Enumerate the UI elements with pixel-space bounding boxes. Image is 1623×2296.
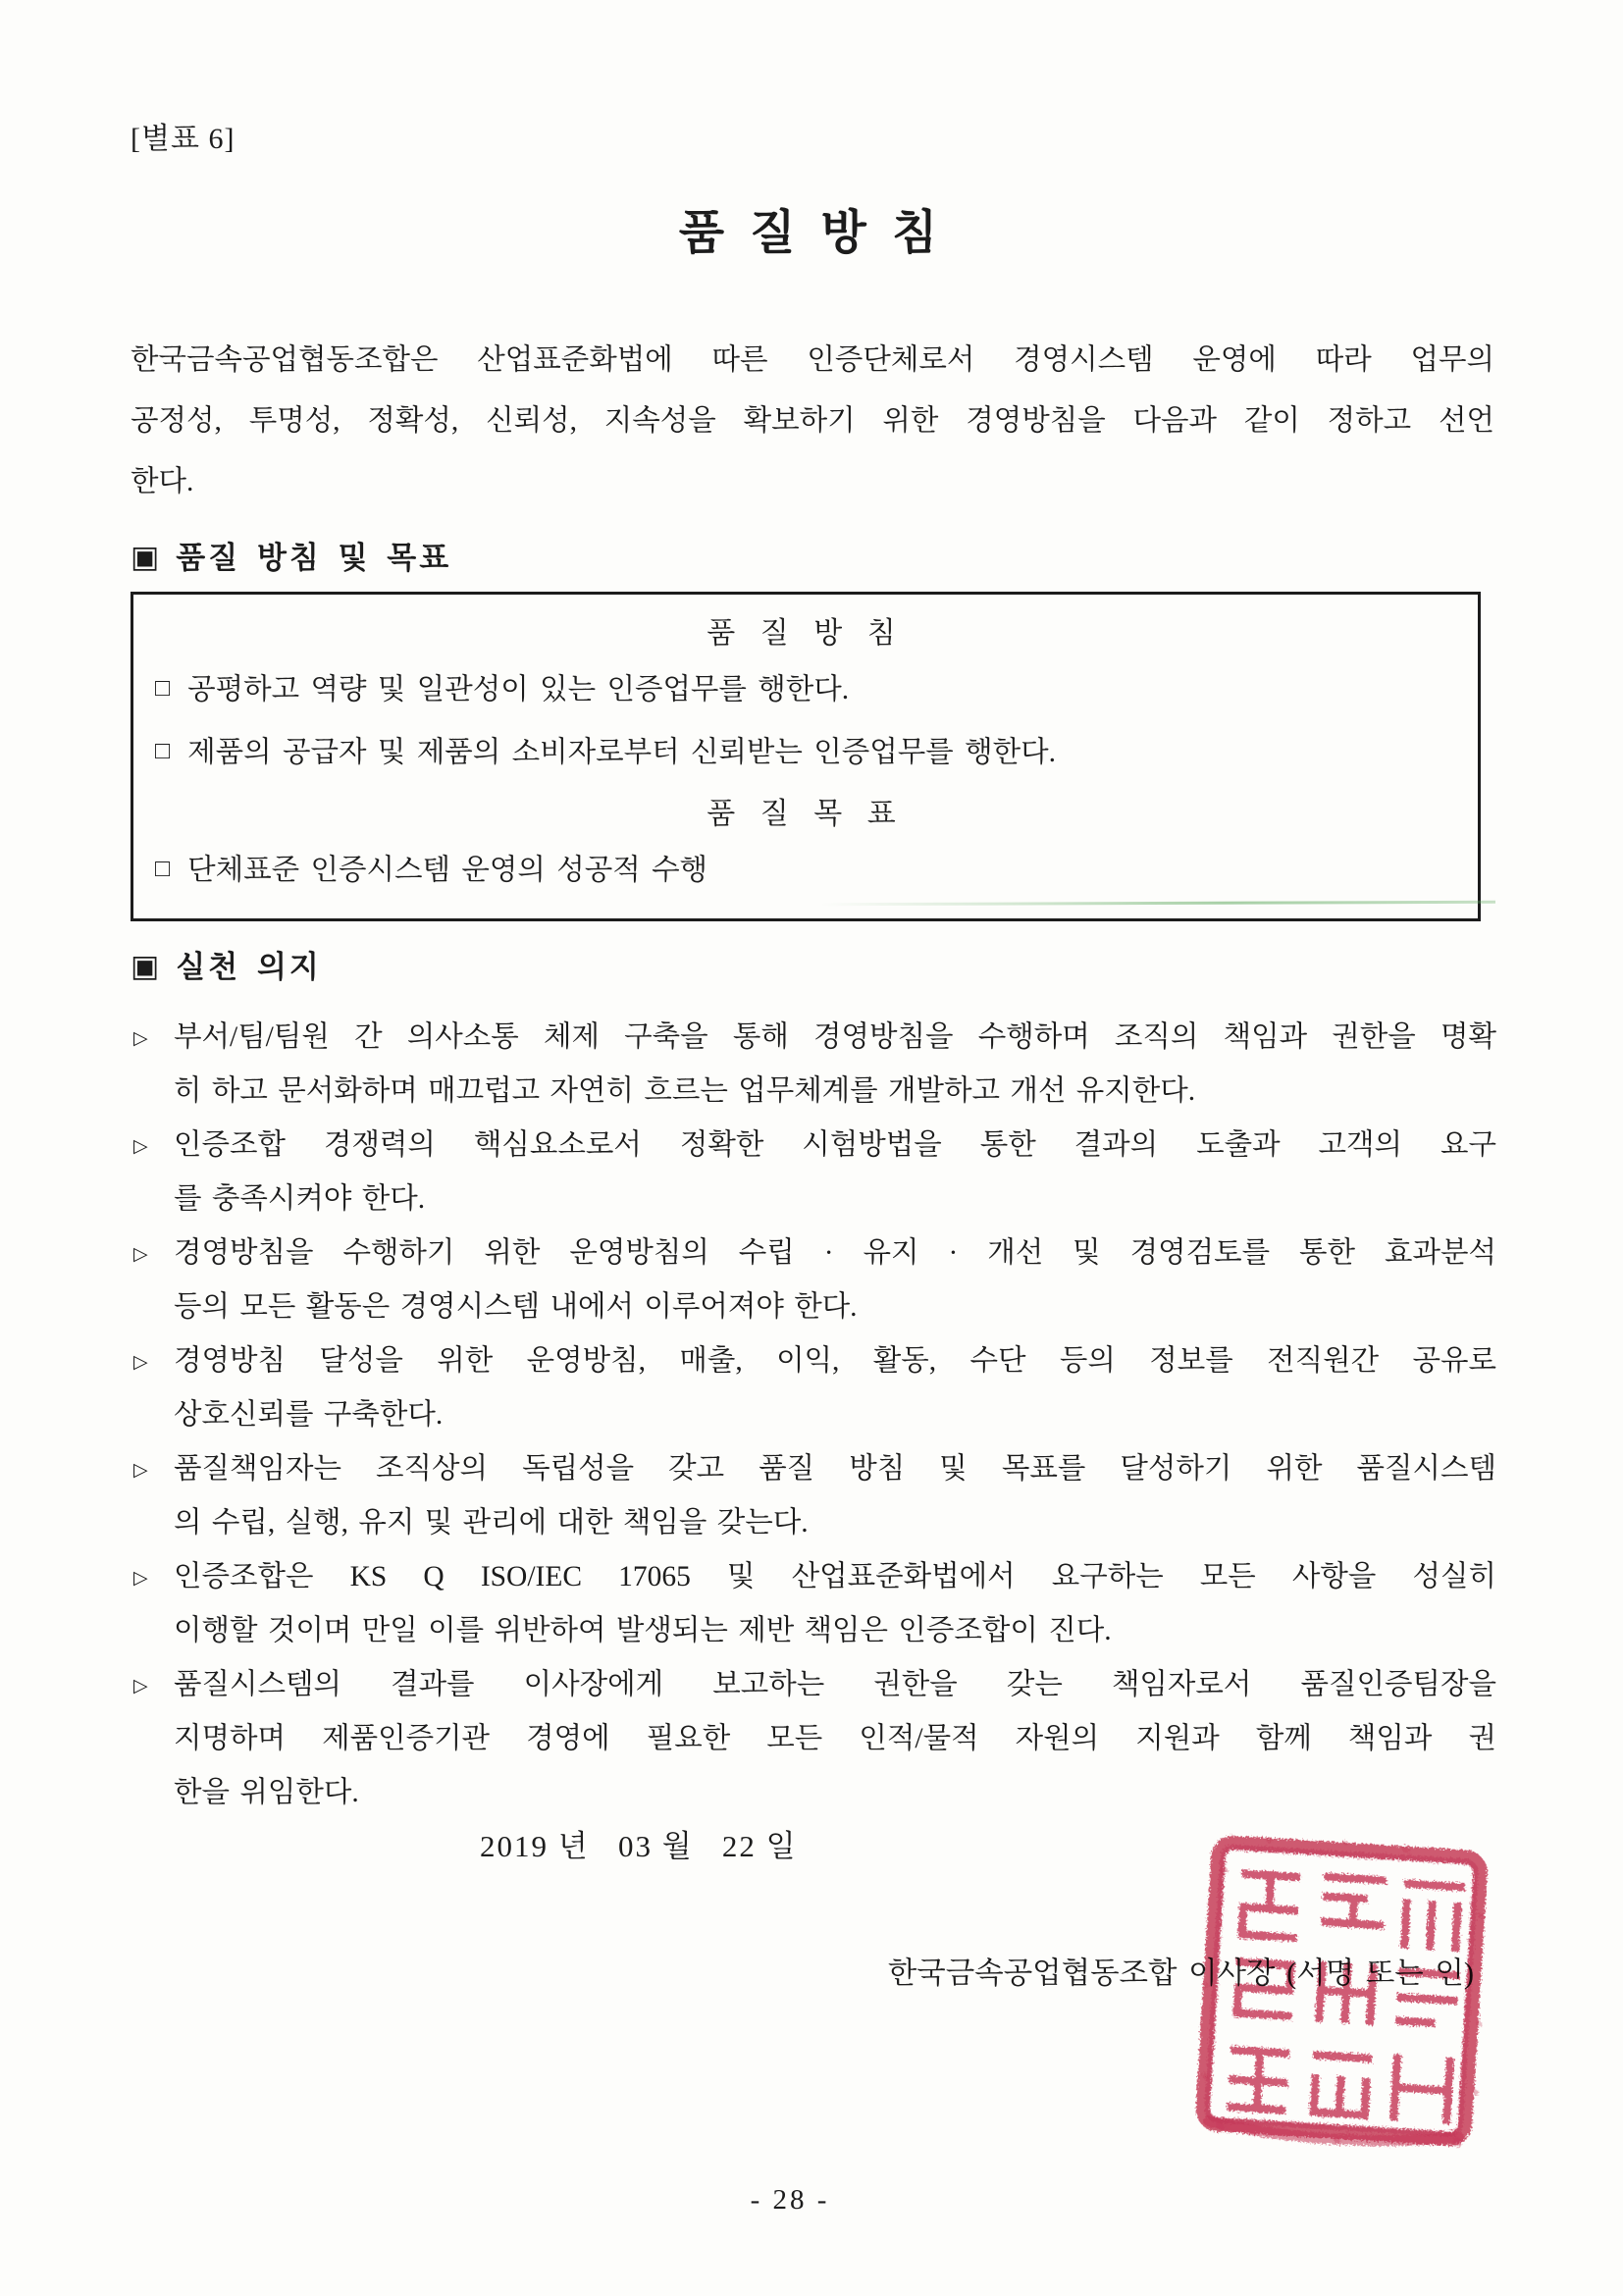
commitment-line: 품질시스템의 결과를 이사장에게 보고하는 권한을 갖는 책임자로서 품질인증팀장을 [174, 1669, 1496, 1700]
commitment-item [131, 1226, 1496, 1334]
signature-date: 2019 년 03 월 22 일 [480, 1829, 798, 1863]
triangle-bullet-icon: ▷ [133, 1352, 148, 1373]
page-number: - 28 - [750, 2184, 830, 2216]
commitment-item [131, 1119, 1496, 1226]
objective-item-text: 단체표준 인증시스템 운영의 성공적 수행 [187, 855, 708, 886]
policy-section-heading [131, 533, 451, 577]
triangle-bullet-icon: ▷ [133, 1568, 148, 1589]
policy-item [155, 722, 1456, 785]
commitment-line: 이행할 것이며 만일 이를 위반하여 발생되는 제반 책임은 인증조합이 진다. [174, 1615, 1112, 1646]
commitment-line: 인증조합은 KS Q ISO/IEC 17065 및 산업표준화법에서 요구하는 모든 사항을 성실히 [174, 1561, 1496, 1592]
commitment-heading-label: 실천 의지 [176, 950, 322, 984]
commitment-line: 를 충족시켜야 한다. [174, 1183, 426, 1215]
commitment-section-heading [131, 942, 322, 986]
commitment-line: 히 하고 문서화하며 매끄럽고 자연히 흐르는 업무체계를 개발하고 개선 유지한다. [174, 1075, 1196, 1107]
triangle-bullet-icon: ▷ [133, 1460, 148, 1481]
objective-item [155, 840, 1456, 903]
triangle-bullet-icon: ▷ [133, 1676, 148, 1696]
triangle-bullet-icon: ▷ [133, 1136, 148, 1157]
policy-heading-label: 품질 방침 및 목표 [176, 541, 452, 575]
commitment-item [131, 1334, 1496, 1442]
corporate-seal-stamp [1190, 1828, 1495, 2157]
intro-paragraph [131, 330, 1494, 512]
annex-label: [별표 6] [131, 123, 236, 155]
checkbox-square-icon: □ [155, 738, 171, 764]
policy-item-text: 공평하고 역량 및 일관성이 있는 인증업무를 행한다. [187, 674, 850, 705]
intro-line: 한다. [131, 466, 194, 497]
page-title: 품 질 방 침 [678, 207, 945, 259]
commitment-line: 경영방침을 수행하기 위한 운영방침의 수립 · 유지 · 개선 및 경영검토를 통한 효과분석 [174, 1237, 1496, 1269]
commitment-item [131, 1550, 1496, 1658]
commitment-item [131, 1442, 1496, 1550]
commitment-line: 품질책임자는 조직상의 독립성을 갖고 품질 방침 및 목표를 달성하기 위한 품질시스템 [174, 1453, 1496, 1485]
commitment-line: 등의 모든 활동은 경영시스템 내에서 이루어져야 한다. [174, 1291, 858, 1323]
commitment-line: 지명하며 제품인증기관 경영에 필요한 모든 인적/물적 자원의 지원과 함께 책임과 권 [174, 1723, 1496, 1754]
intro-line: 한국금속공업협동조합은 산업표준화법에 따른 인증단체로서 경영시스템 운영에 따라 업무의 [131, 344, 1494, 376]
commitment-item [131, 1658, 1496, 1820]
commitment-line: 의 수립, 실행, 유지 및 관리에 대한 책임을 갖는다. [174, 1507, 809, 1539]
checkbox-square-icon: □ [155, 675, 171, 702]
triangle-bullet-icon: ▷ [133, 1244, 148, 1265]
square-bullet-icon: ▣ [131, 949, 163, 983]
commitment-line: 부서/팀/팀원 간 의사소통 체제 구축을 통해 경영방침을 수행하며 조직의 책임과 권한을 명확 [174, 1021, 1496, 1053]
box-policy-title: 품 질 방 침 [707, 617, 905, 650]
box-objective-title: 품 질 목 표 [707, 798, 905, 830]
quality-policy-box [131, 592, 1481, 921]
intro-line: 공정성, 투명성, 정확성, 신뢰성, 지속성을 확보하기 위한 경영방침을 다음과 같이 정하고 선언 [131, 405, 1494, 437]
commitment-line: 경영방침 달성을 위한 운영방침, 매출, 이익, 활동, 수단 등의 정보를 전직원간 공유로 [174, 1345, 1496, 1377]
commitment-line: 한을 위임한다. [174, 1777, 359, 1808]
commitment-list [131, 1011, 1496, 1820]
signer-line: 한국금속공업협동조합 이사장 (서명 또는 인) [887, 1957, 1474, 1990]
commitment-item [131, 1011, 1496, 1119]
policy-item-text: 제품의 공급자 및 제품의 소비자로부터 신뢰받는 인증업무를 행한다. [187, 737, 1057, 768]
checkbox-square-icon: □ [155, 856, 171, 882]
commitment-line: 상호신뢰를 구축한다. [174, 1399, 444, 1431]
triangle-bullet-icon: ▷ [133, 1028, 148, 1049]
commitment-line: 인증조합 경쟁력의 핵심요소로서 정확한 시험방법을 통한 결과의 도출과 고객의 요구 [174, 1129, 1496, 1161]
policy-item [155, 659, 1456, 722]
square-bullet-icon: ▣ [131, 540, 163, 574]
